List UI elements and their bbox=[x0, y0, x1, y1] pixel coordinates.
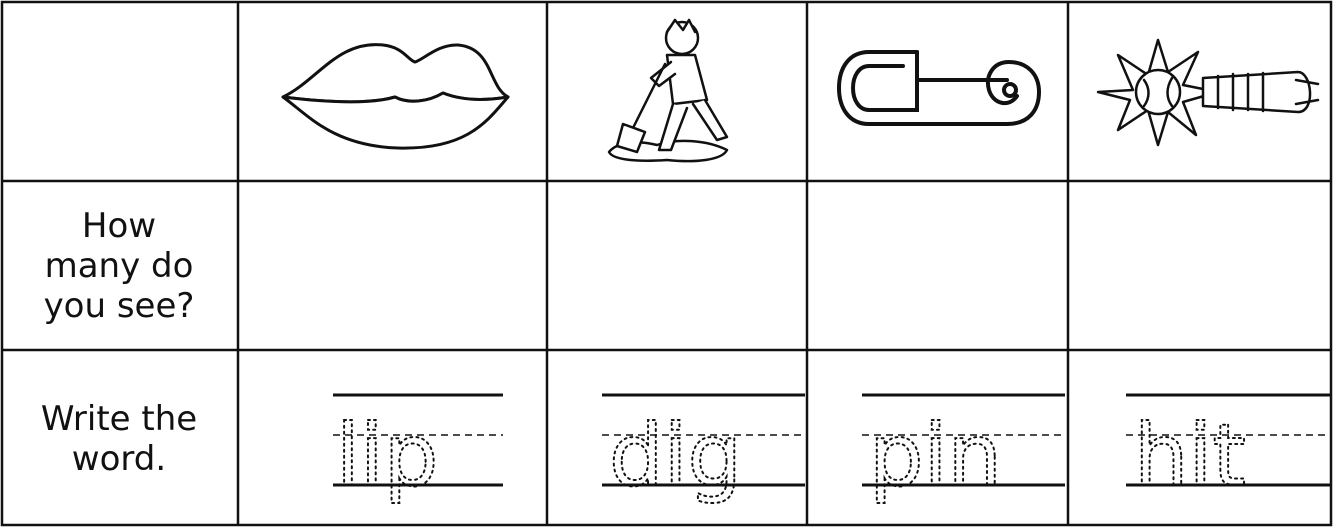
trace-word-cell[interactable] bbox=[238, 350, 547, 527]
trace-word-text: lip bbox=[336, 406, 439, 506]
handwriting-lines bbox=[238, 350, 547, 527]
lips-icon bbox=[238, 0, 547, 181]
trace-word-text: dig bbox=[609, 406, 743, 506]
boy-digging-icon bbox=[547, 0, 807, 181]
picture-cell-4 bbox=[1068, 0, 1333, 181]
count-answer-cell[interactable] bbox=[807, 181, 1068, 350]
write-row-label: Write the word. bbox=[40, 398, 198, 479]
count-answer-cell[interactable] bbox=[547, 181, 807, 350]
bat-hitting-ball-icon bbox=[1068, 0, 1333, 181]
trace-word-text: hit bbox=[1134, 406, 1247, 506]
trace-word-text: pin bbox=[869, 406, 1002, 506]
handwriting-lines bbox=[547, 350, 807, 527]
trace-word-cell[interactable] bbox=[807, 350, 1068, 527]
trace-word-cell[interactable] bbox=[547, 350, 807, 527]
count-answer-cell[interactable] bbox=[1068, 181, 1333, 350]
header-empty-cell bbox=[0, 0, 238, 181]
safety-pin-icon bbox=[807, 0, 1068, 181]
trace-word-cell[interactable] bbox=[1068, 350, 1333, 527]
picture-cell-3 bbox=[807, 0, 1068, 181]
picture-cell-1 bbox=[238, 0, 547, 181]
handwriting-lines bbox=[807, 350, 1068, 527]
picture-cell-2 bbox=[547, 0, 807, 181]
count-row-label: How many do you see? bbox=[43, 205, 195, 326]
count-answer-cell[interactable] bbox=[238, 181, 547, 350]
handwriting-lines bbox=[1068, 350, 1333, 527]
